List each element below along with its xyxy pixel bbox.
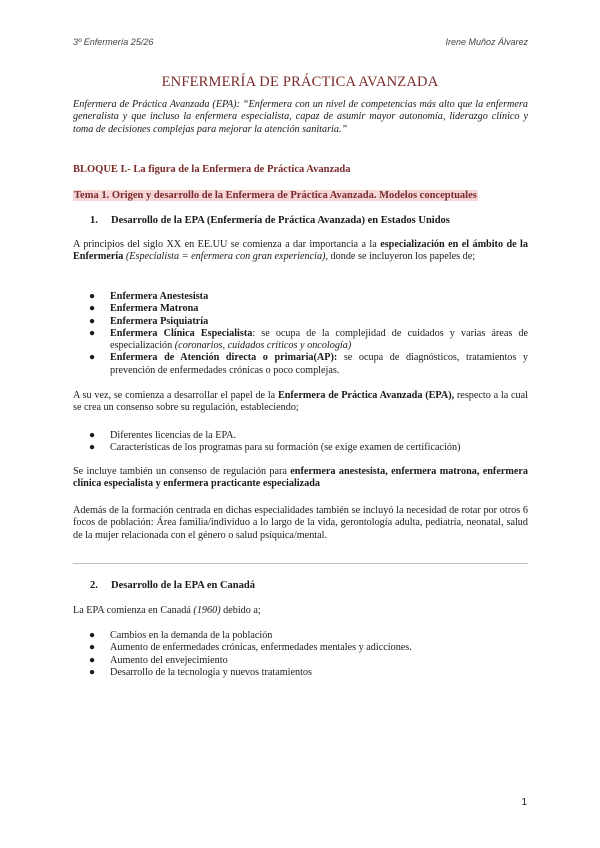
text-run: Diferentes licencias de la EPA. <box>110 430 237 441</box>
list-canada-causes <box>73 630 528 679</box>
bullet-icon: ● <box>89 327 96 339</box>
bullet-icon: ● <box>89 642 96 654</box>
bold-run: Enfermera de Práctica Avanzada (EPA), <box>277 390 455 401</box>
bloque-heading: BLOQUE I.- La figura de la Enfermera de Práctica Avanzada <box>73 164 351 175</box>
list-item <box>73 642 528 654</box>
text-run: : se ocupa de la complejidad de cuidados y varias áreas de especialización <box>110 327 529 352</box>
bold-run: Enfermera Psiquiatría <box>110 315 209 327</box>
list-item <box>73 291 528 303</box>
text-run: Desarrollo de la tecnología y nuevos tratamientos <box>110 666 312 678</box>
text-run: Cambios en la demanda de la población <box>110 630 273 641</box>
bold-run: Enfermera de Atención directa o primaria(AP): <box>110 352 338 364</box>
header-course: 3º Enfermería 25/26 <box>73 37 154 47</box>
text-run: se ocupa de diagnósticos, tratamientos y prevención de enfermedades crónicas o poco complejas. <box>110 352 528 376</box>
italic-run: (1960) <box>193 605 221 616</box>
italic-run: (coronarios, cuidados críticos y oncología) <box>174 340 352 352</box>
page-number: 1 <box>521 797 527 808</box>
paragraph-consensus <box>73 466 528 491</box>
bold-run: Enfermera Clínica Especialista <box>110 327 253 339</box>
text-run: , donde se incluyeron los papeles de; <box>325 251 476 263</box>
tema-heading: Tema 1. Origen y desarrollo de la Enfermera de Práctica Avanzada. Modelos conceptuales <box>74 190 477 201</box>
paragraph-epa-role <box>73 390 528 415</box>
section-number: 2. <box>90 580 98 591</box>
italic-run: (Especialista = enfermera con gran experiencia) <box>125 251 326 263</box>
bold-run: Enfermera Matrona <box>110 303 199 315</box>
bullet-icon: ● <box>89 291 96 302</box>
text-run: Aumento del envejecimiento <box>110 654 228 666</box>
bullet-icon: ● <box>89 303 96 315</box>
section-number: 1. <box>90 215 98 226</box>
text-run: respecto a la cual se crea un consenso sobre su regulación, estableciendo; <box>73 390 528 414</box>
text-run: A principios del siglo XX en EE.UU se comienza a dar importancia a la <box>73 239 381 250</box>
list-item <box>73 630 528 642</box>
horizontal-divider <box>73 563 528 564</box>
text-run: debido a; <box>220 605 261 616</box>
list-regulation <box>73 430 528 455</box>
bold-run: especialización en el ámbito de la Enfermería <box>73 239 528 263</box>
epa-definition: Enfermera de Práctica Avanzada (EPA): “Enfermera con un nivel de competencias más alto que la enfermera generalista y que incluso la enfermera especialista, capaz de asumir mayor autonomía, liderazgo clínico y toma de decisiones complejas para mejorar la atención sanitaria.” <box>73 99 528 135</box>
bullet-icon: ● <box>89 315 96 327</box>
list-nurse-roles <box>73 291 528 377</box>
bullet-icon: ● <box>89 442 96 454</box>
bullet-icon: ● <box>89 654 96 666</box>
text-run: La EPA comienza en Canadá <box>73 605 194 616</box>
bullet-icon: ● <box>89 352 96 364</box>
text-run: A su vez, se comienza a desarrollar el papel de la <box>73 390 278 401</box>
document-title: ENFERMERÍA DE PRÁCTICA AVANZADA <box>161 74 439 90</box>
section-heading-canada <box>90 580 255 591</box>
bold-run: enfermera anestesista, enfermera matrona, enfermera clínica especialista y enfermera practicante especializada <box>73 466 528 490</box>
list-item <box>73 352 528 377</box>
paragraph-canada <box>73 605 528 617</box>
bold-run: Enfermera Anestesista <box>110 291 209 302</box>
list-item <box>73 655 528 667</box>
paragraph-population-focus: Además de la formación centrada en dichas especialidades también se incluyó la necesidad de rotar por otros 6 focos de población: Área familia/individuo a lo largo de la vida, gerontología adulta, pediatría, neonatal, salud de la mujer relacionada con el género o salud psíquica/mental. <box>73 505 528 541</box>
paragraph-intro-usa <box>73 239 528 264</box>
section-title: Desarrollo de la EPA en Canadá <box>111 580 255 591</box>
text-run: Aumento de enfermedades crónicas, enfermedades mentales y adicciones. <box>110 642 412 654</box>
section-title: Desarrollo de la EPA (Enfermería de Práctica Avanzada) en Estados Unidos <box>111 215 450 226</box>
list-item <box>73 303 528 315</box>
text-run: Se incluye también un consenso de regulación para <box>73 466 291 477</box>
text-run: Características de los programas para su formación (se exige examen de certificación) <box>110 442 461 454</box>
bullet-icon: ● <box>89 630 96 641</box>
list-item <box>73 667 528 679</box>
section-heading-usa <box>90 215 450 226</box>
list-item <box>73 430 528 442</box>
list-item <box>73 328 528 353</box>
header-author: Irene Muñoz Álvarez <box>445 37 528 47</box>
bullet-icon: ● <box>89 666 96 678</box>
list-item <box>73 316 528 328</box>
list-item <box>73 442 528 454</box>
bullet-icon: ● <box>89 430 96 441</box>
